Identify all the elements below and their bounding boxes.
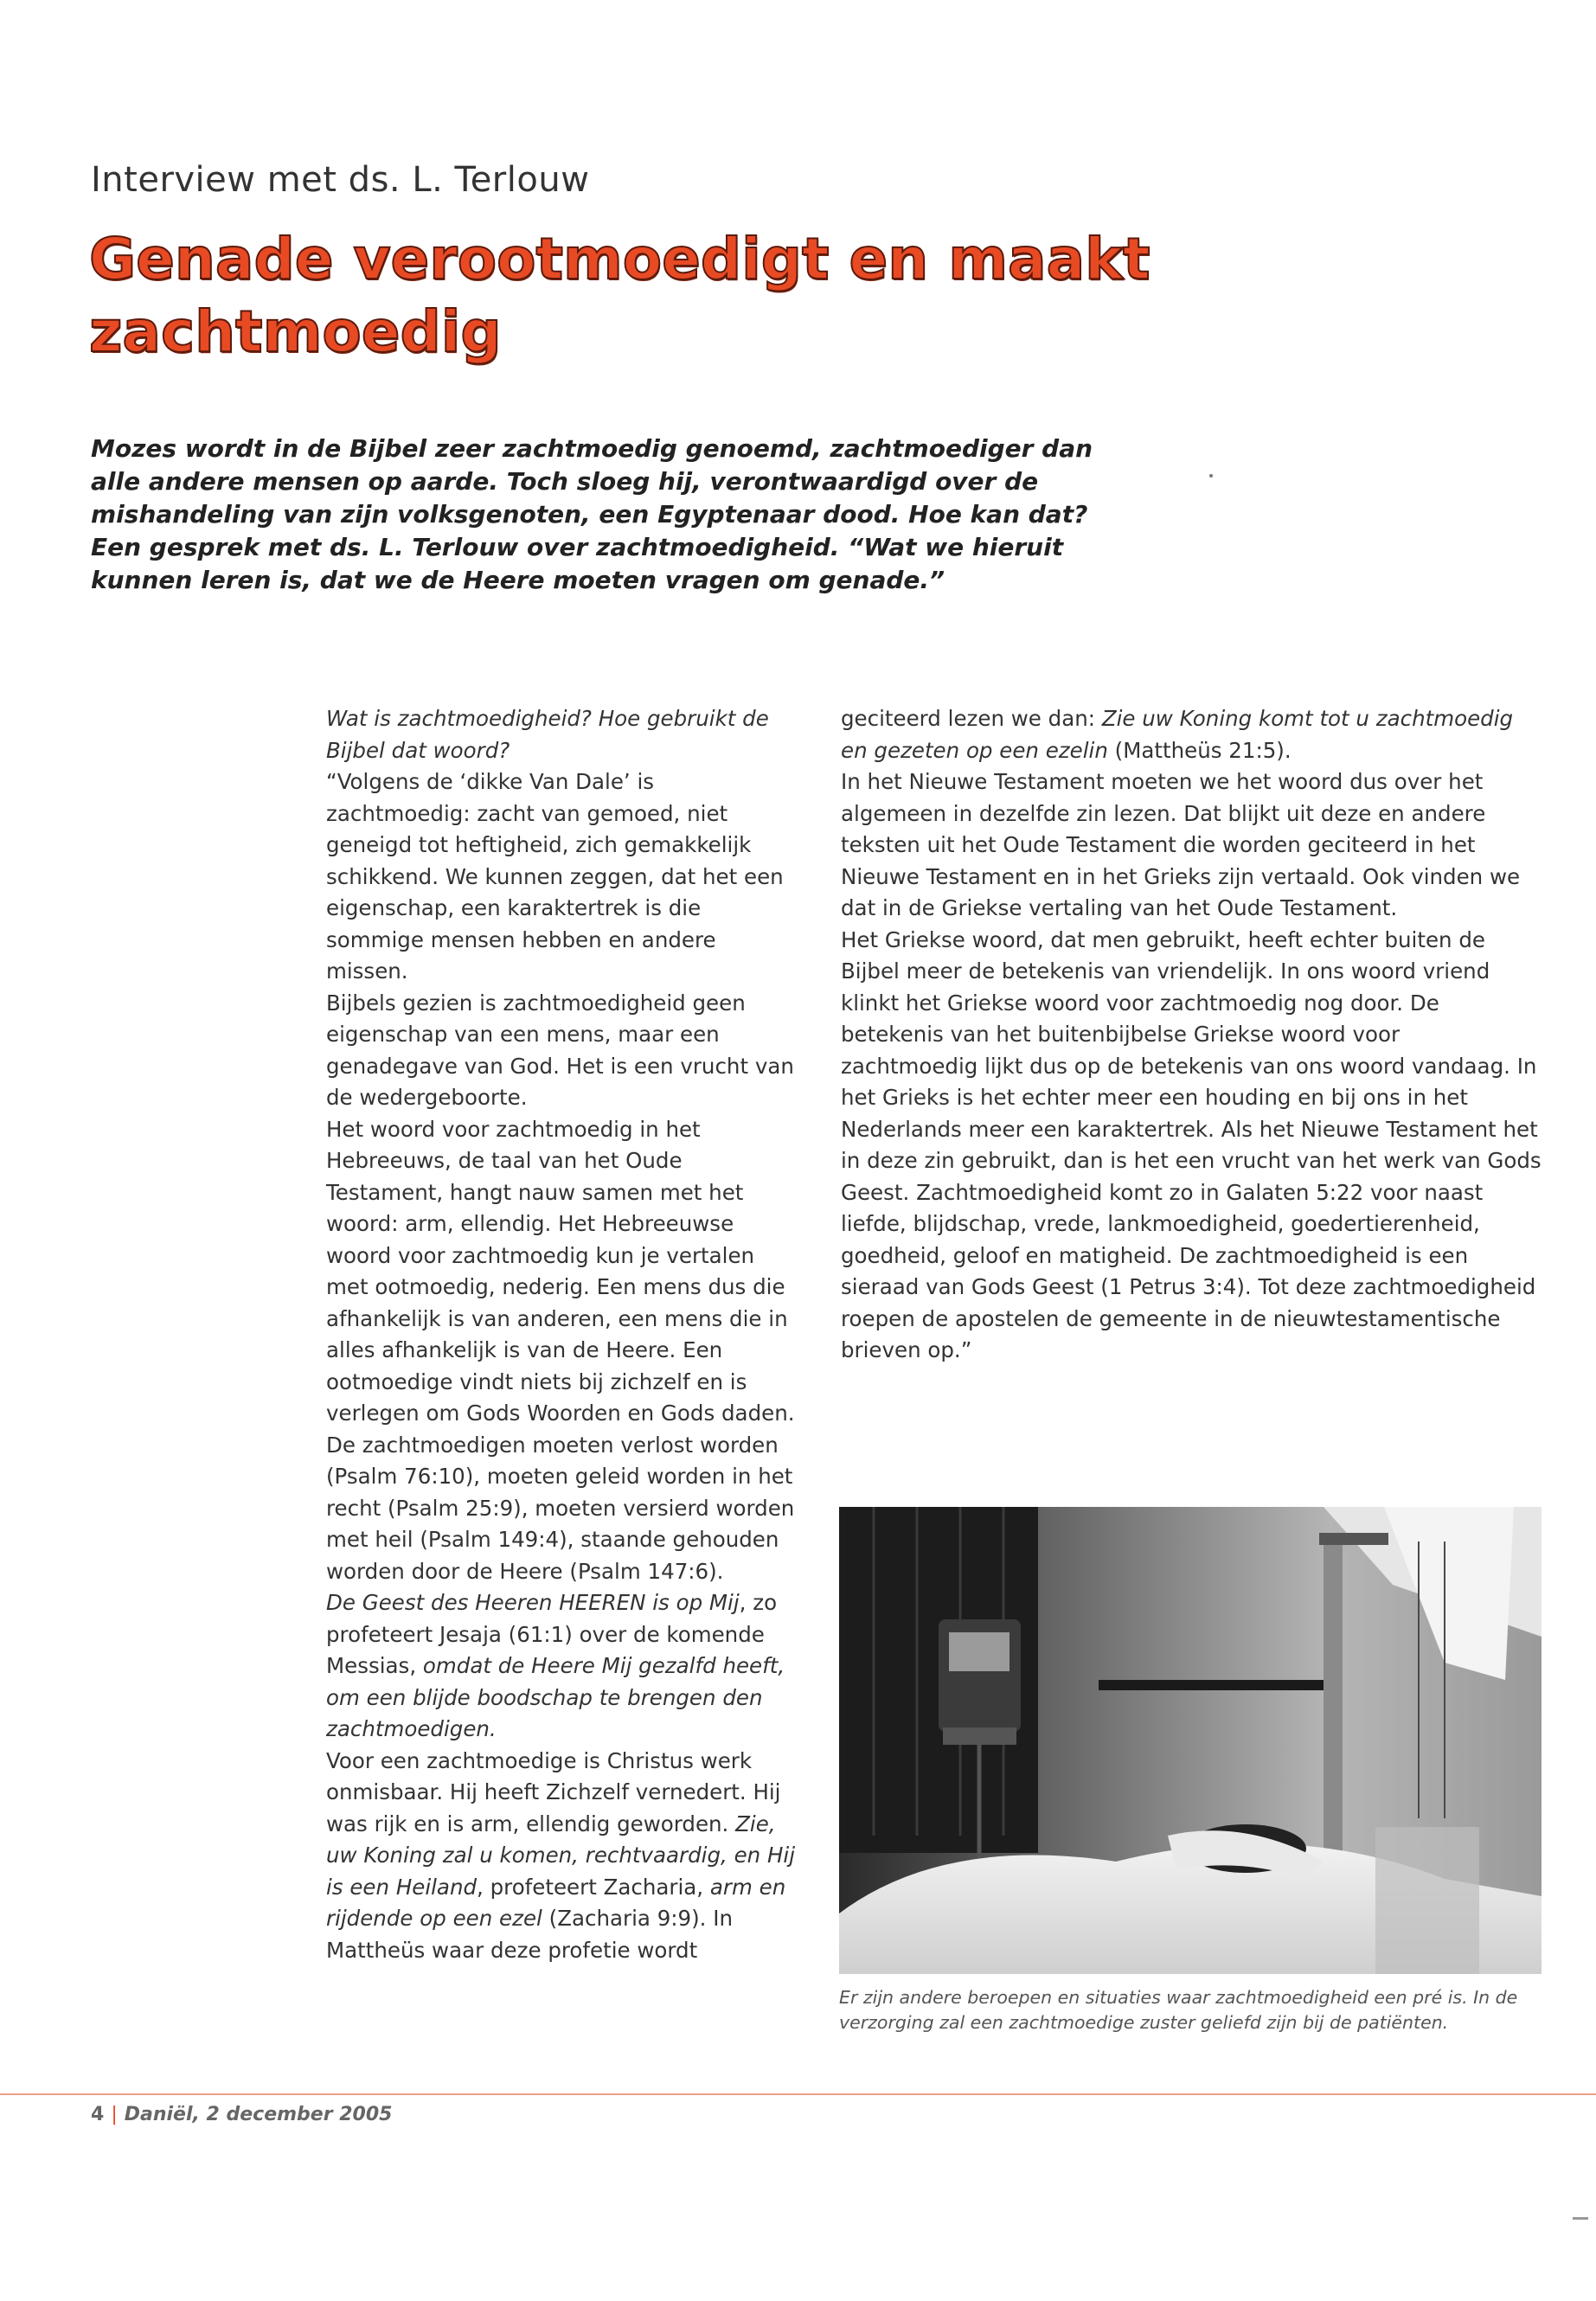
text: , profeteert Zacharia, <box>477 1874 710 1900</box>
margin-mark <box>1573 2217 1588 2220</box>
text: , zo profeteert Jesaja (61:1) over de komende Messias, <box>326 1590 778 1678</box>
article-title: Genade verootmoedigt en maakt zachtmoedig <box>89 226 1151 365</box>
hospital-room-illustration <box>839 1507 1542 1974</box>
photo-caption: Er zijn andere beroepen en situaties waar zachtmoedigheid een pré is. In de verzorging zal een zachtmoedige zuster geliefd zijn bij de patiënten. <box>839 1987 1518 2033</box>
paragraph: In het Nieuwe Testament moeten we het woord dus over het algemeen in dezelfde zin lezen. Dat blijkt uit deze en andere teksten uit het Oude Testament die worden geciteerd in het Nieuwe Testament en in het Grieks zijn vertaald. Ook vinden we dat in de Griekse vertaling van het Oude Testament. <box>841 769 1521 920</box>
hospital-photo <box>839 1507 1542 1974</box>
text: Voor een zachtmoedige is Christus werk onmisbaar. Hij heeft Zichzelf vernedert. Hij was rijk en is arm, ellendig geworden. <box>326 1747 781 1836</box>
paragraph: Het woord voor zachtmoedig in het Hebreeuws, de taal van het Oude Testament, hangt nauw samen met het woord: arm, ellendig. Het Hebreeuwse woord voor zachtmoedig kun je vertalen met ootmoedig, nederig. Een mens dus die afhankelijk is van anderen, een mens die in alles afhankelijk is van de Heere. Een ootmoedige vindt niets bij zichzelf en is verlegen om Gods Woorden en Gods daden. De zachtmoedigen moeten verlost worden (Psalm 76:10), moeten geleid worden in het recht (Psalm 25:9), moeten versierd worden met heil (Psalm 149:4), staande gehouden worden door de Heere (Psalm 147:6). <box>326 1116 795 1584</box>
paragraph: Bijbels gezien is zachtmoedigheid geen eigenschap van een mens, maar een genadegave van God. Het is een vrucht van de wedergeboorte. <box>326 990 794 1110</box>
page-footer <box>91 2104 392 2125</box>
quote: Zie uw Koning komt tot u zachtmoedig en gezeten op een ezelin <box>841 706 1514 763</box>
page-number: 4 <box>91 2104 105 2125</box>
text: (Mattheüs 21:5). <box>1107 737 1292 763</box>
publication-name: Daniël, 2 december 2005 <box>124 2104 393 2125</box>
paragraph: “Volgens de ‘dikke Van Dale’ is zachtmoedig: zacht van gemoed, niet geneigd tot heftigheid, zich gemakkelijk schikkend. We kunnen zeggen, dat het een eigenschap, een karaktertrek is die sommige mensen hebben en andere missen. <box>326 769 784 984</box>
quote: De Geest des Heeren HEEREN is op Mij <box>326 1590 740 1615</box>
text: geciteerd lezen we dan: <box>841 706 1102 731</box>
interview-question: Wat is zachtmoedigheid? Hoe gebruikt de Bijbel dat woord? <box>326 706 769 763</box>
paragraph <box>841 703 1542 766</box>
paragraph <box>326 1587 798 1746</box>
article-lead: Mozes wordt in de Bijbel zeer zachtmoedig genoemd, zachtmoediger dan alle andere mensen op aarde. Toch sloeg hij, verontwaardigd over de mishandeling van zijn volksgenoten, een Egyptenaar dood. Hoe kan dat? Een gesprek met ds. L. Terlouw over zachtmoedigheid. “Wat we hieruit kunnen leren is, dat we de Heere moeten vragen om genade.” <box>91 434 1093 594</box>
speck-decoration <box>1209 474 1213 478</box>
quote: Zie, uw Koning zal u komen, rechtvaardig, en Hij is een Heiland <box>326 1811 796 1900</box>
paragraph: Het Griekse woord, dat men gebruikt, heeft echter buiten de Bijbel meer de betekenis van vriendelijk. In ons woord vriend klinkt het Griekse woord voor zachtmoedig nog door. De betekenis van het buitenbijbelse Griekse woord voor zachtmoedig lijkt dus op de betekenis van ons woord vandaag. In het Grieks is het echter meer een houding en bij ons in het Nederlands meer een karaktertrek. Als het Nieuwe Testament het in deze zin gebruikt, dan is het een vrucht van het werk van Gods Geest. Zachtmoedigheid komt zo in Galaten 5:22 voor naast liefde, blijdschap, vrede, lankmoedigheid, goedertierenheid, goedheid, geloof en matigheid. De zachtmoedigheid is een sieraad van Gods Geest (1 Petrus 3:4). Tot deze zachtmoedigheid roepen de apostelen de gemeente in de nieuwtestamentische brieven op.” <box>841 926 1542 1362</box>
footer-separator: | <box>111 2104 118 2125</box>
article-kicker: Interview met ds. L. Terlouw <box>91 160 590 200</box>
quote: omdat de Heere Mij gezalfd heeft, om een blijde boodschap te brengen den zachtmoedigen. <box>326 1653 785 1741</box>
footer-rule <box>0 2093 1596 2095</box>
text: (Zacharia 9:9). In Mattheüs waar deze profetie wordt <box>326 1906 734 1963</box>
text-column-right <box>841 703 1542 1367</box>
paragraph <box>326 1746 798 1967</box>
quote: arm en rijdende op een ezel <box>326 1874 786 1931</box>
text-column-left <box>326 703 798 1966</box>
